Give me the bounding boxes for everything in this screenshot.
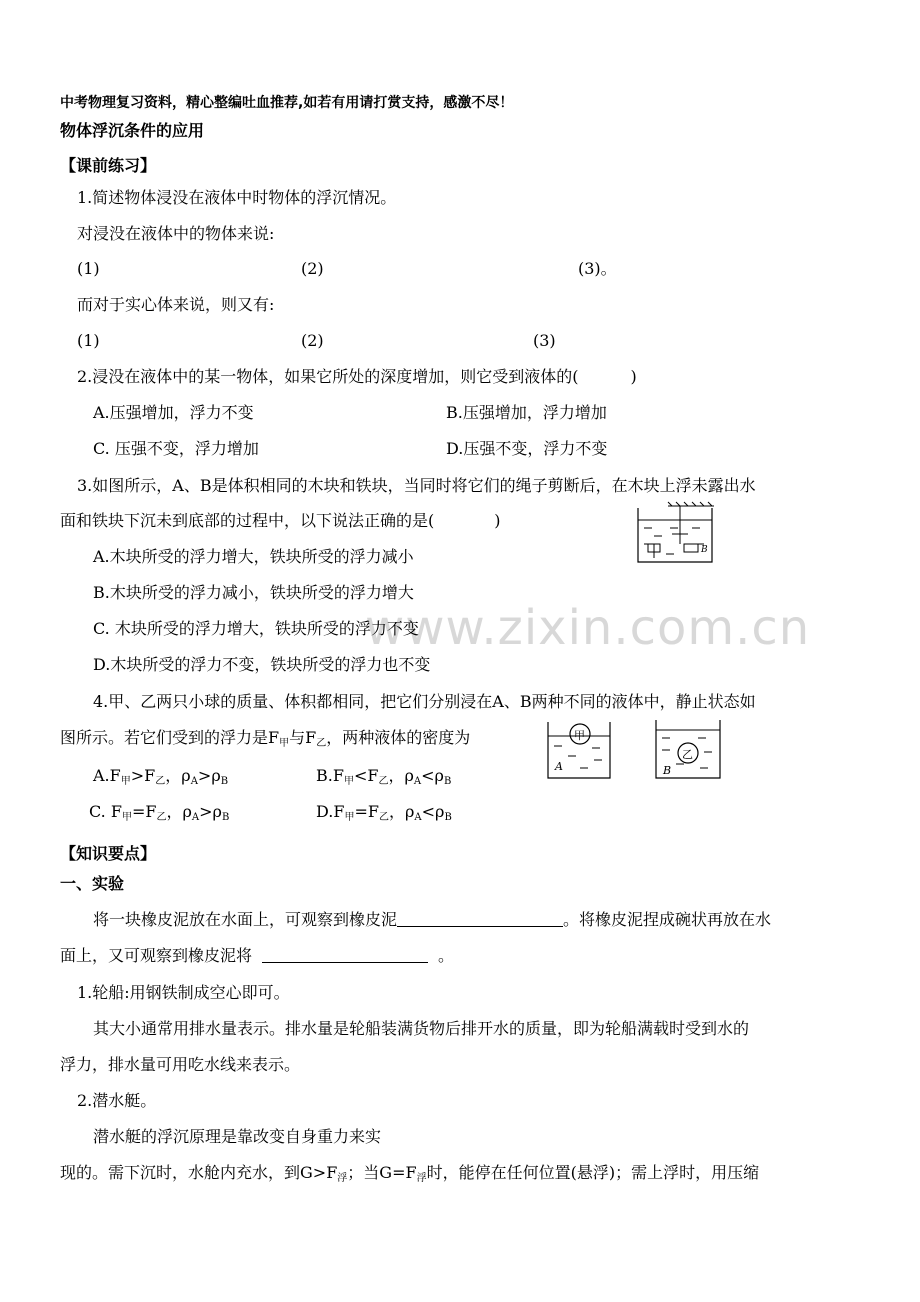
q1-a1: (1) [77, 259, 100, 278]
sub-para-2-a: 现的。需下沉时，水舱内充水，到G>F [60, 1163, 338, 1182]
q3-line1: 3.如图所示，A、B是体积相同的木块和铁块，当同时将它们的绳子剪断后，在木块上浮未露出水 [77, 476, 756, 495]
q4-d-sub-a: A [414, 812, 422, 823]
q4-a-sub-b: B [220, 776, 229, 787]
q4-line2 [60, 727, 470, 755]
q4-c-sub-yi: 乙 [156, 812, 167, 823]
q4-c-pre: C. F [89, 802, 122, 821]
q4-b-sub-b: B [443, 776, 452, 787]
q4-c-sub-a: A [191, 812, 200, 823]
q4-option-c [89, 801, 229, 829]
q4-b-rel: <ρ [421, 766, 444, 785]
ship-para-2: 浮力，排水量可用吃水线来表示。 [60, 1055, 301, 1074]
q4-d-sub-b: B [444, 812, 452, 823]
q3-line2-end: ) [494, 511, 501, 530]
q1-a3: (3)。 [578, 259, 617, 278]
q2-option-d: D.压强不变，浮力不变 [446, 439, 608, 458]
q3-line2 [60, 510, 501, 532]
q2-stem-end: ) [630, 367, 637, 386]
q1-a2: (2) [301, 259, 324, 278]
q4-b-sub-jia: 甲 [343, 776, 354, 787]
q4-option-a [93, 765, 228, 793]
q3-option-a: A.木块所受的浮力增大，铁块所受的浮力减小 [93, 547, 414, 566]
q4-b-pre: B.F [316, 766, 344, 785]
q4-d-sub-jia: 甲 [344, 812, 355, 823]
q4-d-rho: ，ρ [388, 802, 415, 821]
exp-line2 [60, 945, 454, 967]
q4-b-sub-a: A [413, 776, 422, 787]
q4-a-pre: A.F [93, 766, 121, 785]
section-knowledge: 【知识要点】 [60, 844, 157, 863]
q3-fig-label-b: B [701, 545, 708, 555]
q1-b1: (1) [77, 331, 100, 350]
q4-a-rel: >ρ [197, 766, 221, 785]
q4-liquid-b-label: B [663, 764, 672, 777]
q4-ball-yi: 乙 [682, 748, 693, 761]
q4-line2-b: 与F [289, 728, 317, 747]
q1-stem: 1.简述物体浸没在液体中时物体的浮沉情况。 [77, 188, 397, 207]
ship-para-1: 其大小通常用排水量表示。排水量是轮船装满货物后排开水的质量，即为轮船满载时受到水的 [93, 1019, 750, 1038]
exp-blank-1[interactable] [397, 910, 563, 927]
q4-c-rel: >ρ [199, 802, 222, 821]
q4-beaker-a [544, 718, 614, 782]
q3-option-b: B.木块所受的浮力减小，铁块所受的浮力增大 [93, 583, 414, 602]
q3-option-c: C. 木块所受的浮力增大，铁块所受的浮力不变 [93, 619, 419, 638]
q3-option-d: D.木块所受的浮力不变，铁块所受的浮力也不变 [93, 655, 431, 674]
q2-option-b: B.压强增加，浮力增加 [446, 403, 607, 422]
q4-option-b [316, 765, 451, 793]
exp-line1-a: 将一块橡皮泥放在水面上，可观察到橡皮泥 [93, 910, 398, 929]
q4-b-sub-yi: 乙 [378, 776, 389, 787]
exp-line1 [93, 909, 771, 931]
q4-a-sub-yi: 乙 [155, 776, 166, 787]
page-title: 物体浮沉条件的应用 [60, 121, 205, 140]
q4-line2-c: ，两种液体的密度为 [326, 728, 471, 747]
q1-b2: (2) [301, 331, 324, 350]
q4-option-d [316, 801, 452, 829]
q4-line2-sub-yi: 乙 [316, 738, 327, 749]
exp-line2-a: 面上，又可观察到橡皮泥将 [60, 946, 253, 965]
sub-para-2-sub1: 浮 [337, 1173, 348, 1184]
q4-c-mid: =F [131, 802, 157, 821]
q4-a-sub-jia: 甲 [120, 776, 131, 787]
exp-blank-2[interactable] [262, 946, 428, 963]
q4-a-mid: >F [130, 766, 156, 785]
sub-para-1: 潜水艇的浮沉原理是靠改变自身重力来实 [93, 1127, 382, 1146]
q4-c-sub-jia: 甲 [121, 812, 132, 823]
q4-c-rho: ，ρ [166, 802, 192, 821]
sub-heading: 2.潜水艇。 [77, 1091, 157, 1110]
ship-heading: 1.轮船:用钢铁制成空心即可。 [77, 983, 290, 1002]
sub-para-2-sub2: 浮 [416, 1173, 427, 1184]
q2-stem [77, 366, 637, 388]
q3-beaker-figure [630, 500, 718, 566]
section-preclass: 【课前练习】 [60, 156, 157, 175]
q4-c-sub-b: B [221, 812, 230, 823]
q4-liquid-a-label: A [555, 760, 563, 773]
sub-para-2-b: ；当G=F [347, 1163, 417, 1182]
q1-intro-a: 对浸没在液体中的物体来说: [77, 224, 275, 243]
sub-para-2 [60, 1162, 759, 1190]
q4-d-sub-yi: 乙 [378, 812, 389, 823]
q4-a-sub-a: A [190, 776, 198, 787]
q4-line1: 4.甲、乙两只小球的质量、体积都相同，把它们分别浸在A、B两种不同的液体中，静止状态如 [93, 692, 756, 711]
watermark: www.zixin.com.cn [365, 600, 811, 656]
q4-ball-jia: 甲 [574, 729, 585, 742]
q1-intro-b: 而对于实心体来说，则又有: [77, 295, 275, 314]
q4-b-mid: <F [353, 766, 379, 785]
q4-b-rho: ，ρ [388, 766, 414, 785]
q4-d-rel: <ρ [421, 802, 445, 821]
q2-option-c: C. 压强不变，浮力增加 [93, 439, 259, 458]
q2-stem-text: 2.浸没在液体中的某一物体，如果它所处的深度增加，则它受到液体的( [77, 367, 579, 386]
exp-line1-b: 。将橡皮泥捏成碗状再放在水 [563, 910, 772, 929]
q1-b3: (3) [533, 331, 556, 350]
section-experiment: 一、实验 [60, 874, 125, 893]
sub-para-2-c: 时，能停在任何位置(悬浮)；需上浮时，用压缩 [426, 1163, 760, 1182]
exp-line2-b: 。 [438, 946, 455, 965]
q4-beaker-b [652, 716, 724, 782]
q2-option-a: A.压强增加，浮力不变 [93, 403, 254, 422]
q3-line2-text: 面和铁块下沉未到底部的过程中，以下说法正确的是( [60, 511, 435, 530]
q4-line2-a: 图所示。若它们受到的浮力是F [60, 728, 280, 747]
q4-d-pre: D.F [316, 802, 345, 821]
q4-line2-sub-jia: 甲 [279, 738, 290, 749]
q4-d-mid: =F [354, 802, 379, 821]
q4-a-rho: ，ρ [165, 766, 191, 785]
header-note: 中考物理复习资料，精心整编吐血推荐,如若有用请打赏支持，感激不尽！ [60, 95, 514, 111]
